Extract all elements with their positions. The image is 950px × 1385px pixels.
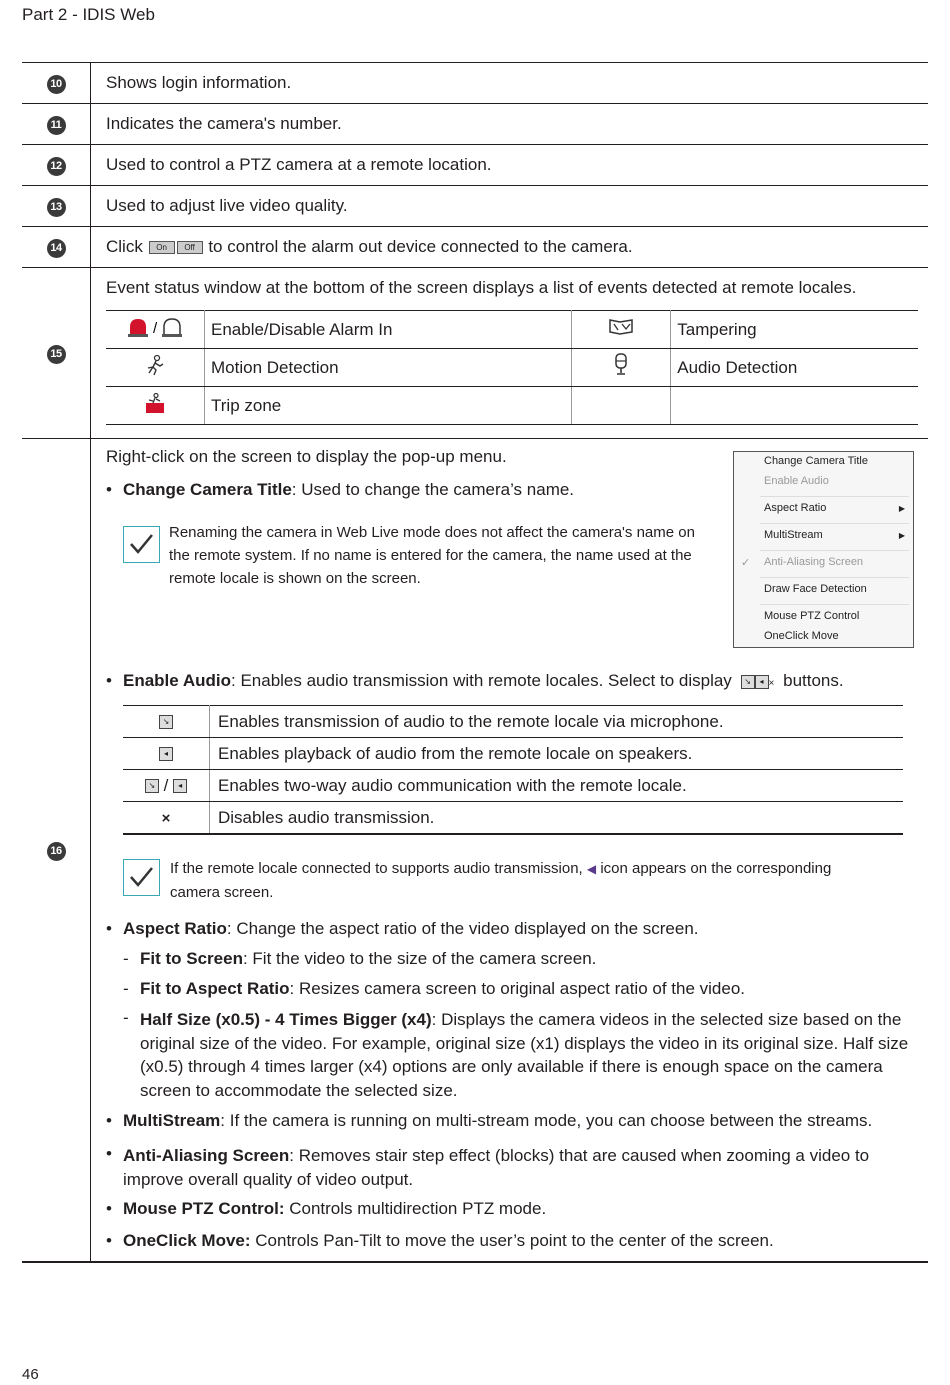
- menu-separator: [760, 523, 909, 524]
- popup-intro: Right-click on the screen to display the pop-up menu.: [106, 447, 507, 466]
- term-description: : Removes stair step effect (blocks) that are caused when zooming a video to improve overall quality of video output.: [123, 1146, 870, 1189]
- alarm-in-icon: [127, 316, 183, 338]
- event-intro: Event status window at the bottom of the screen displays a list of events detected at remote locales.: [106, 278, 857, 297]
- trip-zone-icon: [144, 392, 166, 414]
- term-description: : Fit the video to the size of the camera screen.: [242, 949, 597, 968]
- term-description: : Resizes camera screen to original aspect ratio of the video.: [289, 979, 745, 998]
- row-description: Indicates the camera's number.: [91, 104, 929, 145]
- audio-transmission-icon: ◀: [586, 862, 597, 876]
- alarm-off-button-image: Off: [177, 241, 203, 254]
- tampering-icon: [608, 318, 634, 336]
- table-row: [22, 268, 928, 439]
- anti-aliasing-paragraph: [123, 1144, 908, 1191]
- callout-number: 11: [47, 116, 66, 135]
- popup-menu-section: Right-click on the screen to display the pop-up menu. • Change Camera Title: Used to change the camera’s name. Renaming the camera in Web Live mode does not affect the camera's name on the remote system. If no name is entered for the camera, the name used at the remote locale is shown on the screen. Change Camera Title Enable Audio Aspect Ratio ▶ MultiStream ▶ ✓ Anti-Aliasing Screen Draw Face Detection Mouse PTZ Control OneClick Move • Enable Audio: Enables audio transmission with remote locales. Select to display ↘ ◂ × buttons. ↘ Enables transmission of audio to the remote locale via microphone. ◂ Enables playback of audio from the remote locale on speakers. ↘ / ◂ Enables two-way audio communication with the remote locale. × Disables audio transmission. If the remote locale connected to supports audio transmission, ◀ icon appears on the corresponding camera screen. • Aspect Ratio: Change the aspect ratio of the video displayed on the screen. - Fit to Screen: Fit the video to the size of the camera screen. - Fit to Aspect Ratio: Resizes camera screen to original aspect ratio of the video. - Half Size (x0.5) - 4 Times Bigger (x4): Displays the camera videos in the selected size based on the original size of the video. For example, original size (x1) displays the video in its original size. Half size (x0.5) through 4 times larger (x4) options are only available if there is enough space on the camera screen to accommodate the selected size. • MultiStream: If the camera is running on multi-stream mode, you can choose between the streams. • Anti-Aliasing Screen: Removes stair step effect (blocks) that are caused when zooming a video to improve overall quality of video output. • Mouse PTZ Control: Controls multidirection PTZ mode. • OneClick Move: Controls Pan-Tilt to move the user’s point to the center of the screen.: [106, 439, 928, 1261]
- bold-term: Anti-Aliasing Screen: [123, 1146, 290, 1165]
- audio-buttons-table: ↘ Enables transmission of audio to the remote locale via microphone. ◂ Enables playback of audio from the remote locale on speakers. ↘ / ◂ Enables two-way audio communication with the remote locale. × Disables audio transmission.: [123, 705, 903, 835]
- event-label: Audio Detection: [671, 349, 918, 387]
- menu-item-draw-face-detection[interactable]: Draw Face Detection: [764, 583, 867, 595]
- event-label: Tampering: [671, 311, 918, 349]
- description-table: [22, 62, 928, 1263]
- bold-term: MultiStream: [123, 1111, 221, 1130]
- menu-item-change-camera-title[interactable]: Change Camera Title: [764, 455, 868, 467]
- term-description: : Used to change the camera’s name.: [291, 480, 575, 499]
- menu-item-enable-audio[interactable]: Enable Audio: [764, 475, 829, 487]
- event-icon-table: [106, 310, 918, 425]
- row-description: Shows login information.: [91, 63, 929, 104]
- menu-separator: [760, 604, 909, 605]
- callout-number: 15: [47, 345, 66, 364]
- note-text-part: icon appears on the corresponding camera screen.: [170, 860, 832, 901]
- term-description: : Change the aspect ratio of the video displayed on the screen.: [226, 919, 699, 938]
- table-row: [22, 186, 928, 227]
- bold-term: Fit to Aspect Ratio: [140, 979, 290, 998]
- bold-term: Aspect Ratio: [123, 919, 227, 938]
- term-description: buttons.: [783, 671, 844, 690]
- term-description: : Enables audio transmission with remote locales. Select to display: [231, 671, 732, 690]
- microphone-icon: ↘: [159, 715, 173, 729]
- row-description: Used to control a PTZ camera at a remote location.: [91, 145, 929, 186]
- menu-item-mouse-ptz[interactable]: Mouse PTZ Control: [764, 610, 860, 622]
- audio-description: Enables two-way audio communication with the remote locale.: [210, 770, 904, 802]
- callout-number: 16: [47, 842, 66, 861]
- speaker-icon: ◂: [173, 779, 187, 793]
- alarm-off-bell-base: [162, 334, 182, 337]
- bold-term: Mouse PTZ Control:: [123, 1199, 285, 1218]
- audio-description: Disables audio transmission.: [210, 802, 904, 835]
- row-description: Used to adjust live video quality.: [91, 186, 929, 227]
- alarm-on-button-image: On: [149, 241, 175, 254]
- menu-item-oneclick-move[interactable]: OneClick Move: [764, 630, 839, 642]
- alarm-separator: /: [153, 320, 158, 337]
- event-label: Motion Detection: [205, 349, 572, 387]
- click-text: Click: [106, 237, 143, 256]
- table-row: [22, 63, 928, 104]
- submenu-arrow-icon: ▶: [898, 531, 905, 540]
- note-check-icon: [123, 526, 160, 563]
- table-row: [22, 104, 928, 145]
- callout-number: 14: [47, 239, 66, 258]
- event-label: Enable/Disable Alarm In: [205, 311, 572, 349]
- check-mark-icon: ✓: [741, 557, 751, 569]
- term-description: Controls Pan-Tilt to move the user’s point to the center of the screen.: [250, 1231, 774, 1250]
- table-row: [22, 439, 928, 1263]
- callout-number: 12: [47, 157, 66, 176]
- audio-detection-icon: [613, 353, 629, 377]
- page-header: Part 2 - IDIS Web: [22, 5, 155, 24]
- audio-buttons-icon: ↘ ◂ ×: [741, 671, 775, 691]
- menu-item-anti-aliasing[interactable]: Anti-Aliasing Screen: [764, 556, 864, 568]
- menu-separator: [760, 550, 909, 551]
- half-size-paragraph: [140, 1008, 912, 1102]
- callout-number: 10: [47, 75, 66, 94]
- note-text: Renaming the camera in Web Live mode does not affect the camera's name on the remote system. If no name is entered for the camera, the name used at the remote locale is shown on the screen.: [169, 524, 695, 587]
- table-row: [22, 145, 928, 186]
- bold-term: Change Camera Title: [123, 480, 292, 499]
- note-text: [170, 857, 880, 904]
- microphone-icon: ↘: [145, 779, 159, 793]
- callout-number: 13: [47, 198, 66, 217]
- menu-separator: [760, 496, 909, 497]
- row-description: [91, 227, 929, 268]
- alarm-off-bell-icon: [164, 319, 180, 335]
- bold-term: OneClick Move:: [123, 1231, 251, 1250]
- bold-term: Half Size (x0.5) - 4 Times Bigger (x4): [140, 1010, 432, 1029]
- note-check-icon: [123, 859, 160, 896]
- bold-term: Enable Audio: [123, 671, 231, 690]
- term-description: : If the camera is running on multi-stream mode, you can choose between the streams.: [220, 1111, 873, 1130]
- motion-detection-icon: [144, 354, 166, 376]
- context-menu: [733, 451, 914, 648]
- alarm-icon-cell: [106, 311, 205, 349]
- menu-separator: [760, 577, 909, 578]
- page-number: 46: [22, 1366, 39, 1383]
- audio-description: Enables transmission of audio to the remote locale via microphone.: [210, 706, 904, 738]
- event-label: Trip zone: [205, 387, 572, 425]
- close-icon: ×: [161, 809, 171, 827]
- alarm-out-text: to control the alarm out device connected to the camera.: [208, 237, 633, 256]
- table-row: [22, 227, 928, 268]
- note-text-part: If the remote locale connected to supports audio transmission,: [170, 860, 583, 877]
- empty-cell: [572, 387, 671, 425]
- audio-icon-cell: [572, 349, 671, 387]
- term-description: : Displays the camera videos in the selected size based on the original size of the video. For example, original size (x1) displays the video in its original size. Half size (x0.5) through 4 times larger (x4) options are only available if there is enough space on the camera screen to accommodate the selected size.: [140, 1010, 909, 1100]
- tampering-icon-cell: [572, 311, 671, 349]
- submenu-arrow-icon: ▶: [898, 504, 905, 513]
- speaker-icon: ◂: [159, 747, 173, 761]
- term-description: Controls multidirection PTZ mode.: [284, 1199, 547, 1218]
- audio-description: Enables playback of audio from the remote locale on speakers.: [210, 738, 904, 770]
- empty-cell: [671, 387, 918, 425]
- motion-icon-cell: [106, 349, 205, 387]
- trip-icon-cell: [106, 387, 205, 425]
- bold-term: Fit to Screen: [140, 949, 243, 968]
- menu-item-aspect-ratio[interactable]: Aspect Ratio: [764, 502, 827, 514]
- menu-item-multistream[interactable]: MultiStream: [764, 529, 823, 541]
